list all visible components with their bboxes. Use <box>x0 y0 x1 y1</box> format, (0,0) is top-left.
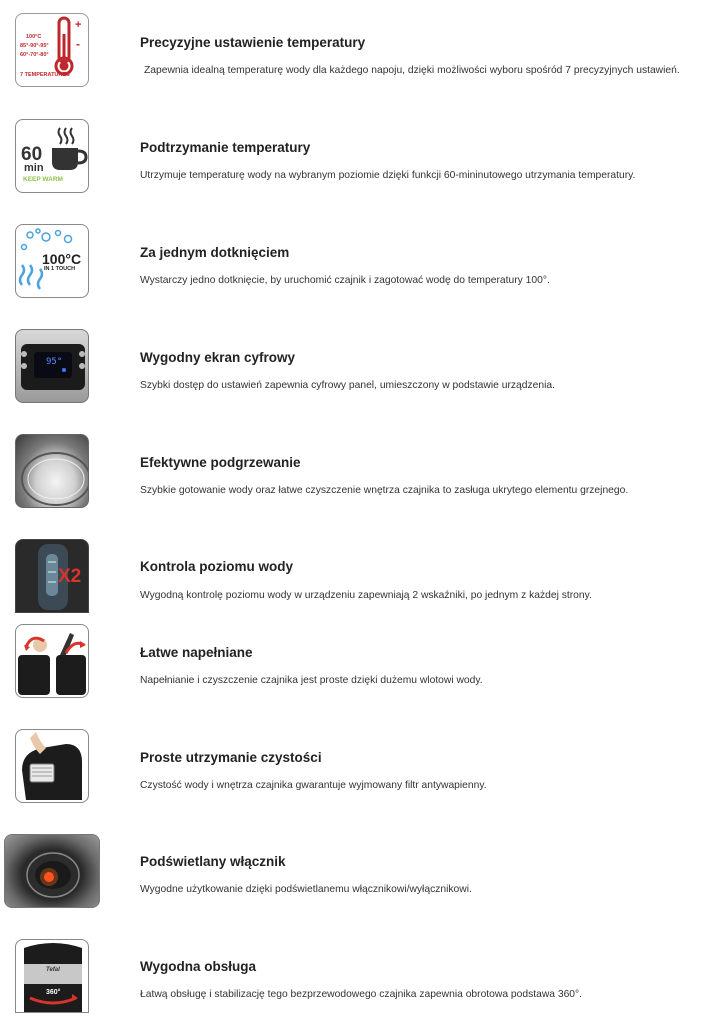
feature-description: Napełnianie i czyszczenie czajnika jest proste dzięki dużemu wlotowi wody. <box>140 675 483 686</box>
feature-title: Wygodna obsługa <box>140 959 257 974</box>
icon-label: 95° <box>46 357 63 367</box>
feature-title: Łatwe napełniane <box>140 645 253 660</box>
icon-label: min <box>24 162 44 174</box>
feature-title: Proste utrzymanie czystości <box>140 750 322 765</box>
thermometer-icon <box>15 13 89 87</box>
feature-title: Kontrola poziomu wody <box>140 559 293 574</box>
icon-label: IN 1 TOUCH <box>44 266 76 272</box>
feature-description: Wygodne użytkowanie dzięki podświetlanemu włącznikowi/wyłącznikowi. <box>140 884 472 895</box>
feature-title: Wygodny ekran cyfrowy <box>140 350 296 365</box>
feature-description: Łatwą obsługę i stabilizację tego bezprzewodowego czajnika zapewnia obrotowa podstawa 360°. <box>140 989 583 1000</box>
icon-label: X2 <box>58 566 82 587</box>
feature-description: Szybki dostęp do ustawień zapewnia cyfrowy panel, umieszczony w podstawie urządzenia. <box>140 380 555 391</box>
svg-text:+: + <box>75 19 82 31</box>
one-touch-boil-icon <box>15 224 89 298</box>
feature-title: Podświetlany włącznik <box>140 854 286 869</box>
feature-description: Wygodną kontrolę poziomu wody w urządzeniu zapewniają 2 wskaźniki, po jednym z każdej strony. <box>140 590 592 601</box>
water-level-icon <box>15 539 89 613</box>
easy-fill-icon <box>15 624 89 698</box>
icon-label: 100°C <box>26 34 42 40</box>
icon-label: 100°C <box>42 251 82 267</box>
icon-label: 60 <box>21 144 43 165</box>
feature-description: Wystarczy jedno dotknięcie, by uruchomić czajnik i zagotować wodę do temperatury 100°. <box>140 275 550 286</box>
svg-text:-: - <box>76 37 80 51</box>
illuminated-switch-icon <box>4 834 100 908</box>
icon-label: 60°-70°-80° <box>20 52 49 58</box>
feature-title: Efektywne podgrzewanie <box>140 455 301 470</box>
rotating-base-icon <box>15 939 89 1013</box>
icon-label: 85°-90°-95° <box>20 43 49 49</box>
icon-label: Tefal <box>46 967 60 973</box>
feature-title: Za jednym dotknięciem <box>140 245 290 260</box>
filter-icon <box>15 729 89 803</box>
icon-label: 360° <box>46 989 61 996</box>
feature-description: Zapewnia idealną temperaturę wody dla każdego napoju, dzięki możliwości wyboru spośród 7 precyzyjnych ustawień. <box>144 65 680 76</box>
feature-description: Czystość wody i wnętrza czajnika gwarantuje wyjmowany filtr antywapienny. <box>140 780 487 791</box>
icon-label: KEEP WARM <box>23 176 63 183</box>
feature-description: Szybkie gotowanie wody oraz łatwe czyszczenie wnętrza czajnika to zasługa ukrytego elementu grzejnego. <box>140 485 629 496</box>
feature-title: Precyzyjne ustawienie temperatury <box>140 35 366 50</box>
icon-label: 7 TEMPERATURES <box>20 72 70 78</box>
feature-title: Podtrzymanie temperatury <box>140 140 311 155</box>
feature-description: Utrzymuje temperaturę wody na wybranym poziomie dzięki funkcji 60-mininutowego utrzymania temperatury. <box>140 170 636 181</box>
keep-warm-cup-icon <box>15 119 89 193</box>
heating-element-icon <box>15 434 89 508</box>
digital-display-icon <box>15 329 89 403</box>
